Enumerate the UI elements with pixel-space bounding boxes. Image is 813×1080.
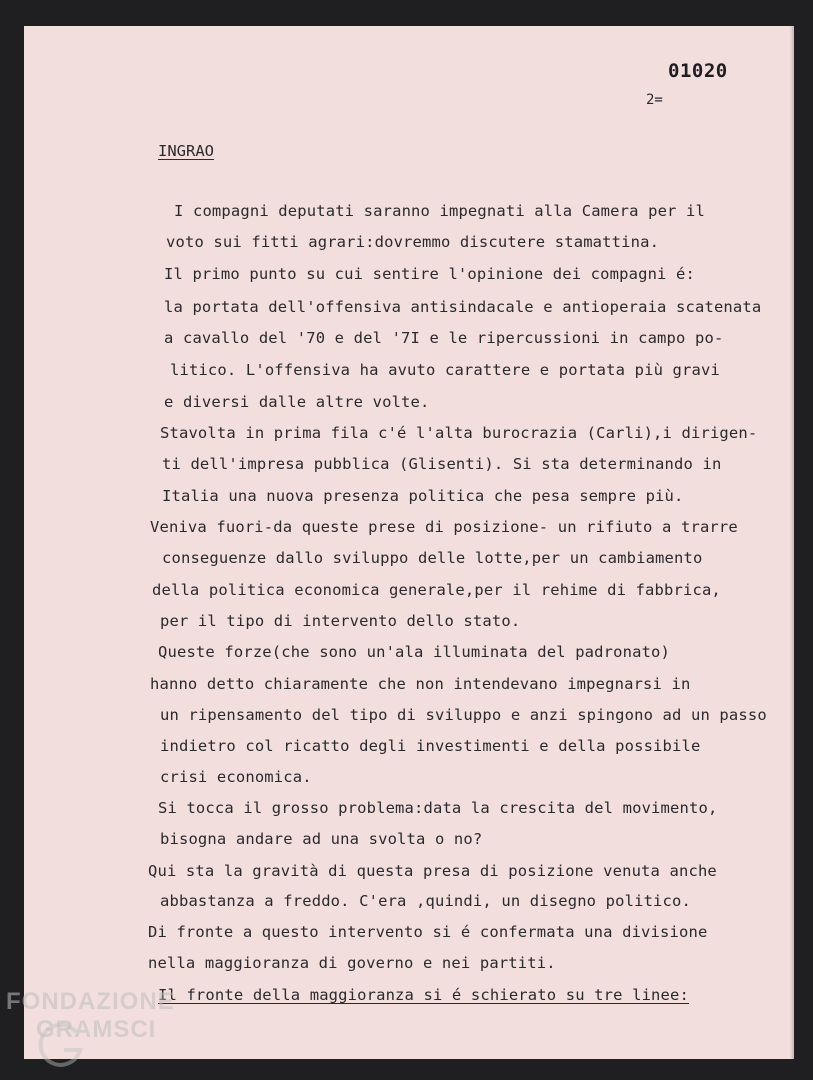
text-line: hanno detto chiaramente che non intendevano impegnarsi in	[150, 675, 691, 693]
text-line: Il primo punto su cui sentire l'opinione dei compagni é:	[164, 265, 695, 283]
text-line: e diversi dalle altre volte.	[164, 393, 430, 411]
text-line: per il tipo di intervento dello stato.	[160, 612, 521, 630]
text-line: Italia una nuova presenza politica che pesa sempre più.	[162, 487, 684, 505]
text-line: Si tocca il grosso problema:data la crescita del movimento,	[158, 799, 718, 817]
watermark-line2: GRAMSCI	[36, 1016, 157, 1043]
text-line: la portata dell'offensiva antisindacale e antioperaia scatenata	[164, 298, 762, 316]
text-line: a cavallo del '70 e del '7I e le ripercussioni in campo po-	[164, 329, 724, 347]
text-line: Qui sta la gravità di questa presa di posizione venuta anche	[148, 862, 717, 880]
text-line: conseguenze dallo sviluppo delle lotte,per un cambiamento	[162, 549, 703, 567]
text-line: I compagni deputati saranno impegnati alla Camera per il	[174, 202, 705, 220]
text-line: ti dell'impresa pubblica (Glisenti). Si sta determinando in	[162, 455, 722, 473]
page-number: 2=	[646, 92, 663, 108]
text-line: crisi economica.	[160, 768, 312, 786]
text-line: Stavolta in prima fila c'é l'alta burocrazia (Carli),i dirigen-	[160, 424, 758, 442]
text-line: abbastanza a freddo. C'era ,quindi, un disegno politico.	[160, 892, 691, 910]
text-line-underlined: Il fronte della maggioranza si é schierato su tre linee:	[158, 986, 689, 1004]
text-line: Queste forze(che sono un'ala illuminata del padronato)	[158, 643, 671, 661]
speaker-heading: INGRAO	[158, 142, 214, 160]
text-line: un ripensamento del tipo di sviluppo e anzi spingono ad un passo	[160, 706, 767, 724]
text-line: nella maggioranza di governo e nei partiti.	[148, 954, 556, 972]
text-line: litico. L'offensiva ha avuto carattere e portata più gravi	[170, 361, 720, 379]
document-code: 01020	[668, 60, 728, 82]
text-line: bisogna andare ad una svolta o no?	[160, 830, 483, 848]
text-line: indietro col ricatto degli investimenti e della possibile	[160, 737, 701, 755]
text-line: voto sui fitti agrari:dovremmo discutere stamattina.	[166, 233, 660, 251]
watermark-line1: FONDAZIONE	[6, 988, 175, 1015]
fondazione-gramsci-watermark	[6, 990, 175, 1042]
text-line: della politica economica generale,per il rehime di fabbrica,	[152, 581, 721, 599]
watermark-logo-icon	[36, 1020, 86, 1070]
text-line: Di fronte a questo intervento si é confermata una divisione	[148, 923, 708, 941]
text-line: Veniva fuori-da queste prese di posizione- un rifiuto a trarre	[150, 518, 738, 536]
